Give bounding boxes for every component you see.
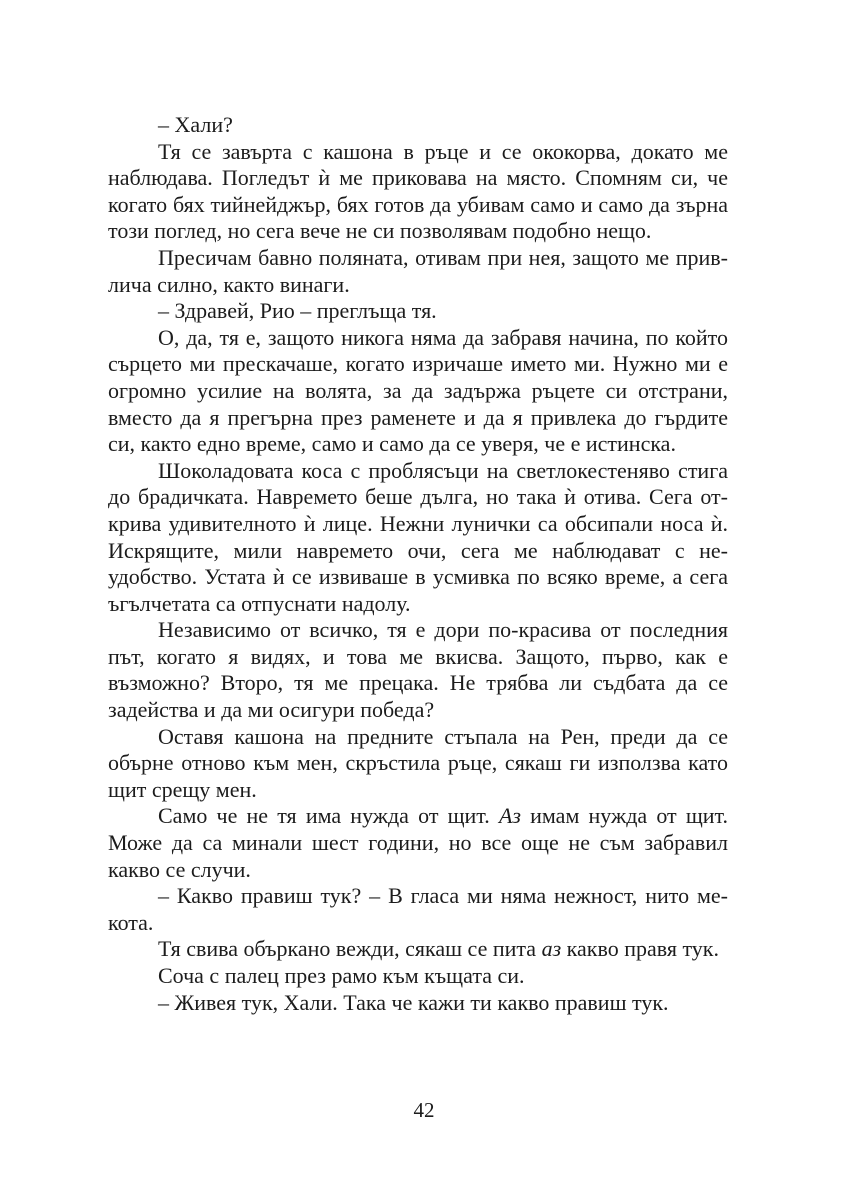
page-number: 42 xyxy=(413,1098,435,1122)
paragraph xyxy=(108,936,728,963)
text-run: – Какво правиш тук? – В гласа ми няма нежност, нито мекота. xyxy=(108,883,728,935)
text-run: – Хали? xyxy=(158,112,233,137)
text-run: Само че не тя има нужда от щит. xyxy=(158,803,499,829)
paragraph xyxy=(108,298,728,325)
paragraph xyxy=(108,803,728,883)
text-run: Шоколадовата коса с проблясъци на светлокестеняво стига до брадичката. Навремето беше дълга, но така ѝ отива. Сега открива удивителното ѝ лице. Нежни лунички са обсипали носа ѝ. Искрящите, мили навремето очи, сега ме наблюдават с неудобство. Устата ѝ се извиваше в усмивка по всяко време, а сега ъгълчетата са отпуснати надолу. xyxy=(108,457,728,616)
text-run: Независимо от всичко, тя е дори по-красива от последния път, когато я видях, и това ме вкисва. Защото, първо, как е възможно? Второ, тя ме прецака. Не трябва ли съдбата да се задейства и да ми осигури победа? xyxy=(108,617,728,723)
text-run: О, да, тя е, защото никога няма да забравя начина, по който сърцето ми прескачаше, когато изричаше името ми. Нужно ми е огромно усилие на волята, за да задържа ръцете си отстрани, вместо да я прегърна през раменете и да я привлека до гърдите си, както едно време, само и само да се уверя, че е истинска. xyxy=(108,324,728,457)
paragraph xyxy=(108,724,728,804)
paragraph xyxy=(108,458,728,618)
text-run: Соча с палец през рамо към къщата си. xyxy=(158,963,525,988)
paragraph xyxy=(108,245,728,298)
text-run: какво правя тук. xyxy=(561,936,719,962)
paragraph xyxy=(108,112,728,139)
text-run: Тя се завърта с кашона в ръце и се ококорва, докато ме наблюдава. Погледът ѝ ме приковава на място. Спомням си, че когато бях тийнейджър, бях готов да убивам само и само да зърна този поглед, но сега вече не си позволявам подобно нещо. xyxy=(108,138,728,244)
text-run: – Живея тук, Хали. Така че кажи ти какво правиш тук. xyxy=(158,989,669,1015)
emphasized-text: аз xyxy=(541,936,562,962)
text-run: Тя свива объркано вежди, сякаш се пита xyxy=(158,936,542,962)
emphasized-text: Аз xyxy=(498,803,521,829)
text-run: – Здравей, Рио – преглъща тя. xyxy=(158,298,437,324)
paragraph xyxy=(108,617,728,723)
paragraph xyxy=(108,963,728,990)
paragraph xyxy=(108,883,728,936)
page-text xyxy=(108,112,728,1016)
paragraph xyxy=(108,990,728,1017)
text-run: Пресичам бавно поляната, отивам при нея, защото ме привлича силно, както винаги. xyxy=(108,244,728,297)
paragraph xyxy=(108,139,728,245)
text-run: Оставя кашона на предните стъпала на Рен, преди да се обърне отново към мен, скръстила ръце, сякаш ги използва като щит срещу мен. xyxy=(108,723,728,802)
paragraph xyxy=(108,325,728,458)
text-run: имам нужда от щит. Може да са минали шест години, но все още не съм забравил какво се случи. xyxy=(108,803,728,882)
